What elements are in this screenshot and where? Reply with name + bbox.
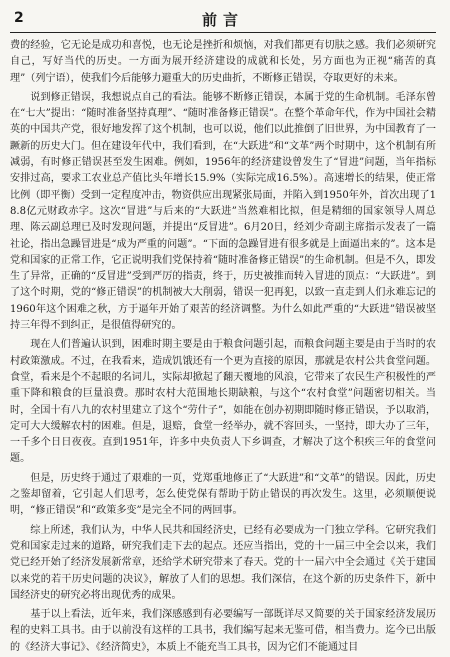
paragraph-4: 但是，历史终于通过了艰难的一页，党郑重地修正了“大跃进”和“文革”的错误。因此，历史之鉴却留着，它引起人们思考，怎么使党保有帮助于防止错误的再次发生。这里，必须顺便说明，“修正错误”和“政策多变”是完全不同的两回事。 xyxy=(10,472,436,517)
paragraph-6: 基于以上看法，近年来，我们深感感到有必要编写一部既详尽又简要的关于国家经济发展历程的史料工具书。由于以前没有这样的工具书，我们编写起来无鉴可借，相当费力。迄今已出版的《经济大事记》、《经济简史》，本质上不能充当工具书，因为它们不能通过目 xyxy=(10,609,436,653)
page-title: 前言 xyxy=(201,11,244,29)
paragraph-2: 说到修正错误，我想说点自己的看法。能够不断修正错误，本属于党的生命机制。毛泽东曾在“七大”提出：“随时准备坚持真理”、“随时准备修正错误”。在整个革命年代，作为中国社会精英的中国共产党，很好地发挥了这个机制，也可以说，他们以此推倒了旧世界，为中国教育了一蹶新的历史大门。但在建设年代中，我们看到，在“大跃进”和“文革”两个时期中，这个机制有所减弱，有时修正错误甚至发生困难。例如，1956年的经济建设曾发生了“冒进”问题，当年指标安排过高，要求工农业总产值比头年增长15.9%（实际完成16.5%）。高速增长的结果，使正常比例（即平衡）受到一定程度冲击，物资供应出现紧张局面，并陷入到1950年外，首次出现了18.8亿元财政赤字。这次“冒进”与后来的“大跃进”当然难相比拟，但是精细的国家领导人周总理、陈云副总理已及时发现问题，并提出“反冒进”。6月20日，经刘少奇副主席指示发表了一篇社论，指出急躁冒进是“成为严重的问题”。“下面的急躁冒进有很多就是上面逼出来的”。这本是党和国家的正常工作，它正说明我们党保持着“随时准备修正错误”的生命机制。但是不久，即发生了异常，正确的“反冒进”受到严厉的指责，终于，历史被推而转入冒进的顶点：“大跃进”。到了这个时期，党的“修正错误”的机制被大大削弱，错误一犯再犯，以致一直走到人们永难忘记的1960年这个困难之秋，方于逼年开始了艰苦的经济调整。为什么如此严重的“大跃进”错误被坚持三年得不到纠正，是很值得研究的。 xyxy=(10,91,436,332)
page-header xyxy=(10,6,436,33)
paragraph-3: 现在人们普遍认识到，困难时期主要是由于粮食问题引起，而粮食问题主要是由于当时的农村政策激成。不过，在我看来，造成饥饿还有一个更为直接的原因，那就是农村公共食堂问题。食堂，看来是个不起眼的名词儿，实际却掀起了翻天覆地的风浪，它带来了农民生产积极性的严重下降和粮食的巨量浪费。那时农村大范围地长期缺粮，与这个“农村食堂”问题密切相关。当时，全国十有八九的农村里建立了这个“劳什子”，如能在创办初期即随时修正错误，予以取消，定可大大缓解农村的困难。但是，退赔，食堂一经举办，就不容回头，一坚持，即大办了三年，一千多个日日夜夜。直到1951年，许多中央负责人下乡调查，才解决了这个积疾三年的食堂问题。 xyxy=(10,339,436,465)
paragraph-5: 综上所述，我们认为，中华人民共和国经济史，已经有必要成为一门独立学科。它研究我们党和国家走过来的道路，研究我们走下去的起点。还应当指出，党的十一届三中全会以来，我们党已经开始了经济发展新常章，还给学术研究带来了春天。党的十一届六中全会通过《关于建国以来党的若干历史问题的决议》，解放了人们的思想。我们深信，在这个新的历史条件下，新中国经济史的研究必将出现优秀的成果。 xyxy=(10,524,436,601)
body-text xyxy=(10,38,436,656)
page-number: 2 xyxy=(14,10,24,26)
paragraph-1: 费的经验，它无论是成功和喜悦，也无论是挫折和烦恼，对我们都更有切肤之感。我们必须研究自己，写好当代的历史。一方面为展开经济建设的成就和长处，另方面也为正视“痛苦的真理”（列宁语），使我们今后能够力避重大的历史曲折，不断修正错误，夺取更好的未来。 xyxy=(10,40,436,84)
